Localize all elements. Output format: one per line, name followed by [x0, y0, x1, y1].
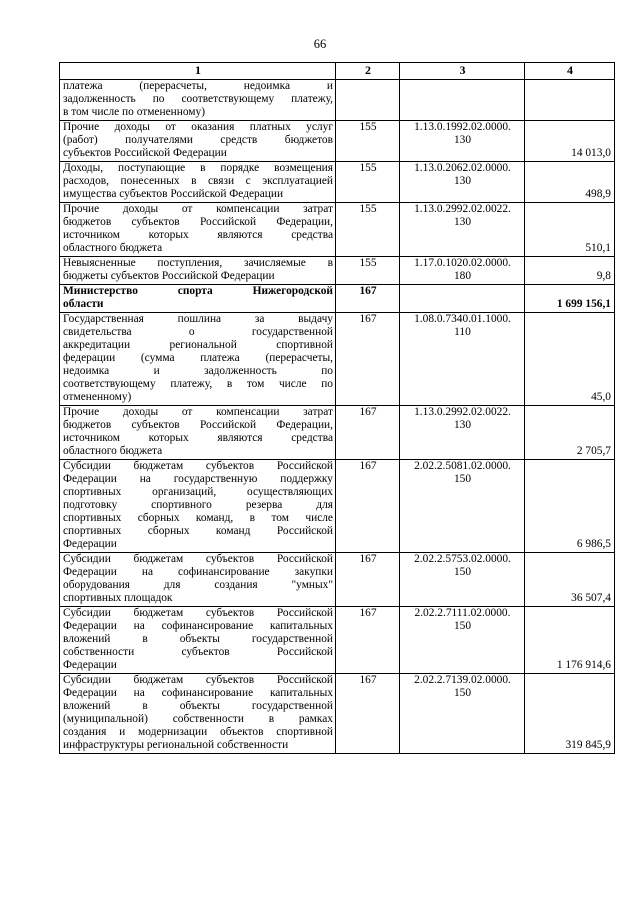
- description-last-line: области: [63, 298, 104, 310]
- budget-classification-code-cell: 2.02.2.5753.02.0000. 150: [400, 553, 525, 607]
- budget-classification-code-cell: 1.13.0.2992.02.0022. 130: [400, 406, 525, 460]
- description-last-line: областного бюджета: [63, 242, 163, 254]
- admin-code-cell: 167: [336, 607, 400, 674]
- amount-cell: 1 176 914,6: [525, 607, 615, 674]
- income-description-cell: [60, 313, 336, 406]
- description-last-line: имущества субъектов Российской Федерации: [63, 188, 284, 200]
- description-line: федерации (сумма платежа (перерасчеты,: [63, 352, 333, 364]
- table-row: [60, 162, 615, 203]
- amount-cell: 6 986,5: [525, 460, 615, 553]
- description-line: Субсидии бюджетам субъектов Российской: [63, 460, 333, 472]
- budget-classification-code-cell: 1.08.0.7340.01.1000. 110: [400, 313, 525, 406]
- budget-classification-code-cell: [400, 285, 525, 313]
- description-line: Федерации на софинансирование капитальных: [63, 620, 333, 632]
- amount-cell: 2 705,7: [525, 406, 615, 460]
- admin-code-cell: 167: [336, 674, 400, 754]
- table-row: [60, 553, 615, 607]
- budget-classification-code-cell: 2.02.2.5081.02.0000. 150: [400, 460, 525, 553]
- table-header-row: [60, 63, 615, 80]
- description-line: Федерации на софинансирование капитальных: [63, 687, 333, 699]
- description-line: соответствующему платежу, в том числе по: [63, 378, 333, 390]
- description-line: вложений в объекты государственной: [63, 633, 333, 645]
- description-line: Прочие доходы от компенсации затрат: [63, 203, 333, 215]
- income-description-cell: [60, 162, 336, 203]
- description-line: задолженность по соответствующему платежу,: [63, 93, 333, 105]
- budget-classification-code-cell: 2.02.2.7111.02.0000. 150: [400, 607, 525, 674]
- table-row: [60, 80, 615, 121]
- revenue-table: [59, 62, 615, 754]
- income-description-cell: [60, 257, 336, 285]
- column-header: 1: [60, 63, 336, 80]
- table-row: [60, 406, 615, 460]
- budget-classification-code-cell: 1.13.0.2992.02.0022. 130: [400, 203, 525, 257]
- column-header: 2: [336, 63, 400, 80]
- income-description-cell: [60, 406, 336, 460]
- table-row: [60, 121, 615, 162]
- income-description-cell: [60, 121, 336, 162]
- admin-code-cell: 155: [336, 162, 400, 203]
- income-description-cell: [60, 80, 336, 121]
- description-line: бюджетов субъектов Российской Федерации,: [63, 216, 333, 228]
- description-line: источником которых являются средства: [63, 432, 333, 444]
- budget-classification-code-cell: [400, 80, 525, 121]
- description-line: (работ) получателями средств бюджетов: [63, 134, 333, 146]
- table-row: [60, 285, 615, 313]
- description-line: Государственная пошлина за выдачу: [63, 313, 333, 325]
- description-line: Федерации на софинансирование закупки: [63, 566, 333, 578]
- amount-cell: [525, 80, 615, 121]
- description-last-line: отмененному): [63, 391, 132, 403]
- description-line: Доходы, поступающие в порядке возмещения: [63, 162, 333, 174]
- description-line: спортивных сборных команд, в том числе: [63, 512, 333, 524]
- table-row: [60, 674, 615, 754]
- description-line: создания и модернизации объектов спортивной: [63, 726, 333, 738]
- description-line: свидетельства о государственной: [63, 326, 333, 338]
- income-description-cell: [60, 553, 336, 607]
- budget-classification-code-cell: 1.13.0.2062.02.0000. 130: [400, 162, 525, 203]
- description-line: оборудования для создания "умных": [63, 579, 333, 591]
- amount-cell: 45,0: [525, 313, 615, 406]
- description-line: Прочие доходы от компенсации затрат: [63, 406, 333, 418]
- admin-code-cell: 167: [336, 313, 400, 406]
- admin-code-cell: 155: [336, 203, 400, 257]
- admin-code-cell: 167: [336, 285, 400, 313]
- table-row: [60, 607, 615, 674]
- description-line: Субсидии бюджетам субъектов Российской: [63, 607, 333, 619]
- admin-code-cell: 155: [336, 121, 400, 162]
- description-line: спортивных сборных команд Российской: [63, 525, 333, 537]
- admin-code-cell: 167: [336, 553, 400, 607]
- amount-cell: 1 699 156,1: [525, 285, 615, 313]
- description-last-line: Федерации: [63, 538, 117, 550]
- column-header: 4: [525, 63, 615, 80]
- column-header: 3: [400, 63, 525, 80]
- amount-cell: 9,8: [525, 257, 615, 285]
- table-body: [60, 80, 615, 754]
- income-description-cell: [60, 460, 336, 553]
- description-line: бюджетов субъектов Российской Федерации,: [63, 419, 333, 431]
- amount-cell: 319 845,9: [525, 674, 615, 754]
- description-line: платежа (перерасчеты, недоимка и: [63, 80, 333, 92]
- description-last-line: инфраструктуры региональной собственности: [63, 739, 289, 751]
- budget-classification-code-cell: 1.13.0.1992.02.0000. 130: [400, 121, 525, 162]
- budget-classification-code-cell: 1.17.0.1020.02.0000. 180: [400, 257, 525, 285]
- description-line: аккредитации региональной спортивной: [63, 339, 333, 351]
- income-description-cell: [60, 285, 336, 313]
- amount-cell: 36 507,4: [525, 553, 615, 607]
- description-line: Министерство спорта Нижегородской: [63, 285, 333, 297]
- description-line: источником которых являются средства: [63, 229, 333, 241]
- description-line: подготовку спортивного резерва для: [63, 499, 333, 511]
- description-line: спортивных организаций, осуществляющих: [63, 486, 333, 498]
- description-last-line: в том числе по отмененному): [63, 106, 205, 118]
- income-description-cell: [60, 607, 336, 674]
- description-line: недоимка и задолженность по: [63, 365, 333, 377]
- description-line: Федерации на государственную поддержку: [63, 473, 333, 485]
- description-line: собственности субъектов Российской: [63, 646, 333, 658]
- description-line: Невыясненные поступления, зачисляемые в: [63, 257, 333, 269]
- income-description-cell: [60, 674, 336, 754]
- description-last-line: Федерации: [63, 659, 117, 671]
- description-line: Субсидии бюджетам субъектов Российской: [63, 553, 333, 565]
- admin-code-cell: 155: [336, 257, 400, 285]
- admin-code-cell: 167: [336, 460, 400, 553]
- description-line: Субсидии бюджетам субъектов Российской: [63, 674, 333, 686]
- table-row: [60, 257, 615, 285]
- table-row: [60, 203, 615, 257]
- description-line: расходов, понесенных в связи с эксплуатацией: [63, 175, 333, 187]
- admin-code-cell: [336, 80, 400, 121]
- description-last-line: спортивных площадок: [63, 592, 173, 604]
- income-description-cell: [60, 203, 336, 257]
- description-last-line: бюджеты субъектов Российской Федерации: [63, 270, 275, 282]
- description-last-line: субъектов Российской Федерации: [63, 147, 227, 159]
- description-line: (муниципальной) собственности в рамках: [63, 713, 333, 725]
- description-last-line: областного бюджета: [63, 445, 163, 457]
- table-row: [60, 460, 615, 553]
- page-number: 66: [313, 37, 327, 51]
- admin-code-cell: 167: [336, 406, 400, 460]
- description-line: вложений в объекты государственной: [63, 700, 333, 712]
- description-line: Прочие доходы от оказания платных услуг: [63, 121, 333, 133]
- amount-cell: 498,9: [525, 162, 615, 203]
- budget-classification-code-cell: 2.02.2.7139.02.0000. 150: [400, 674, 525, 754]
- table-row: [60, 313, 615, 406]
- amount-cell: 510,1: [525, 203, 615, 257]
- amount-cell: 14 013,0: [525, 121, 615, 162]
